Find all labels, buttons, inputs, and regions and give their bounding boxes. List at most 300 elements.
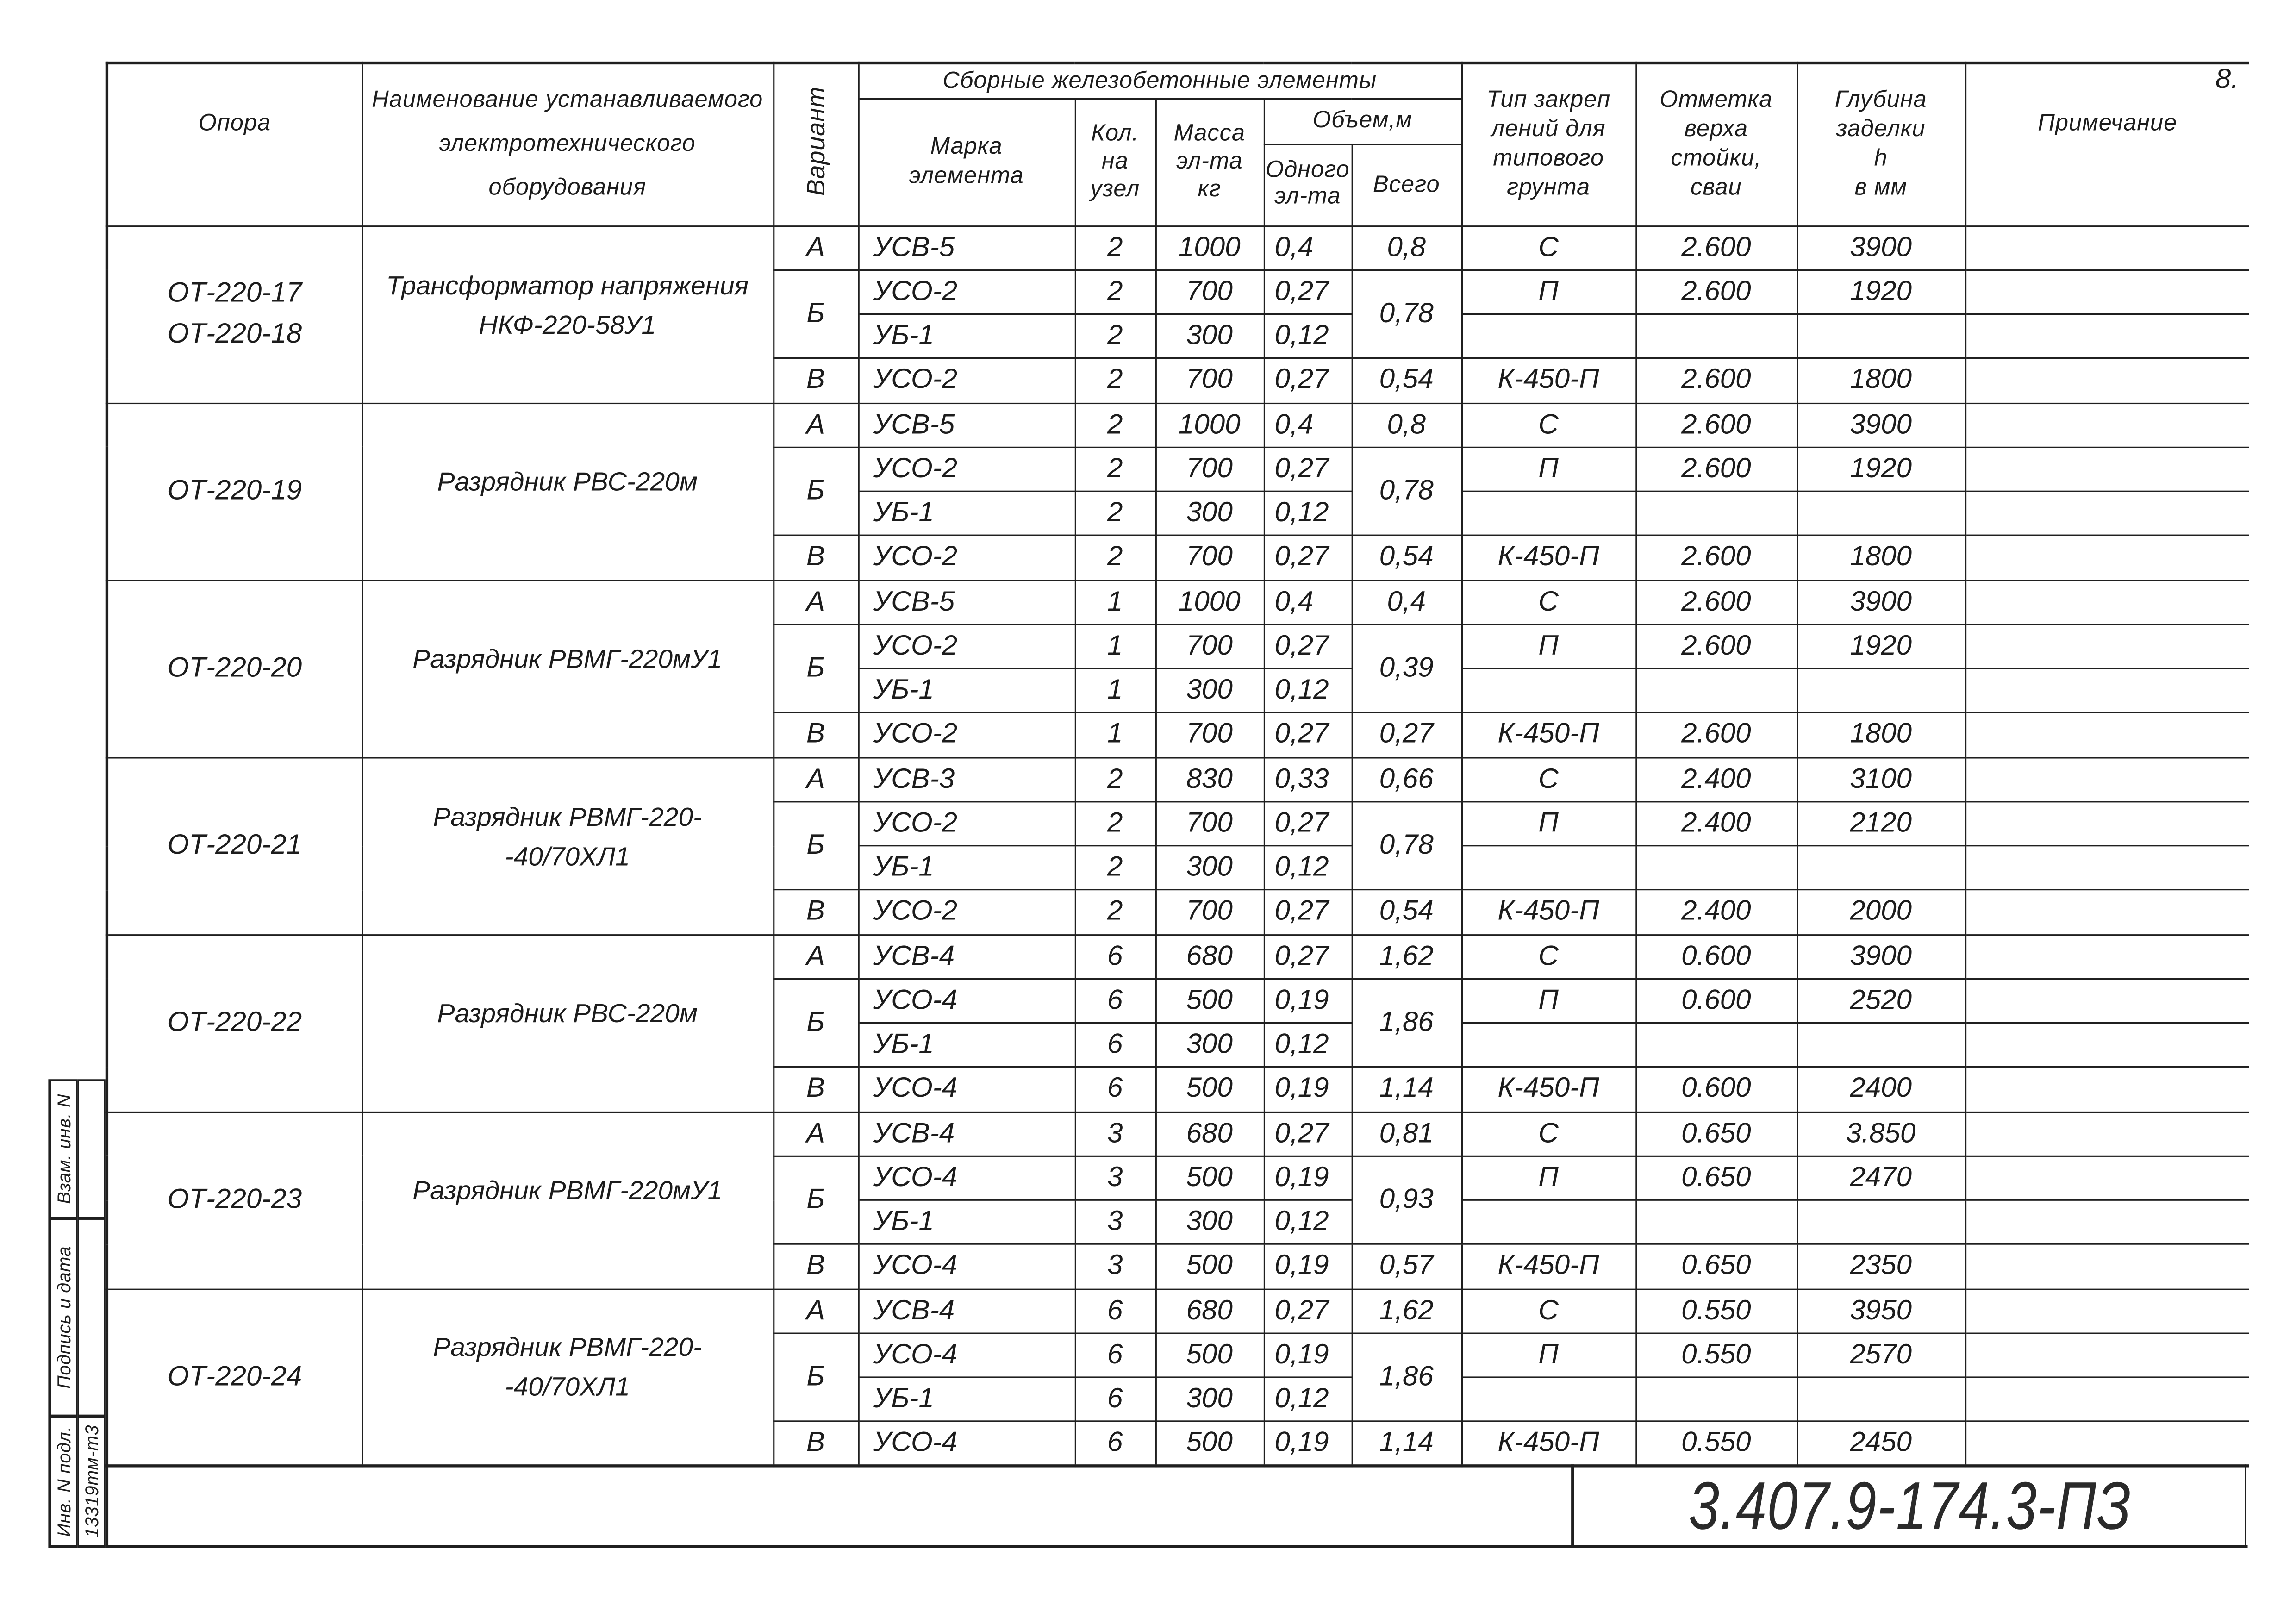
note-cell bbox=[1965, 890, 2249, 934]
fixing-type-cell: П bbox=[1461, 1333, 1635, 1377]
top-mark-cell bbox=[1635, 314, 1797, 359]
table-row bbox=[107, 1112, 2249, 1156]
top-mark-cell: 0.600 bbox=[1635, 979, 1797, 1023]
depth-cell: 1800 bbox=[1797, 536, 1965, 580]
fixing-type-cell bbox=[1461, 1200, 1635, 1244]
element-mark-cell: УСО-2 bbox=[858, 358, 1075, 403]
element-mark-cell: УСО-4 bbox=[858, 1333, 1075, 1377]
mass-cell: 1000 bbox=[1155, 403, 1264, 447]
header-fixing-line: типового bbox=[1493, 146, 1604, 171]
top-mark-cell: 0.550 bbox=[1635, 1289, 1797, 1333]
mass-cell: 680 bbox=[1155, 1289, 1264, 1333]
element-mark-cell: УСО-4 bbox=[858, 1156, 1075, 1200]
depth-cell: 3900 bbox=[1797, 934, 1965, 979]
volume-one-cell: 0,12 bbox=[1264, 491, 1352, 536]
quantity-cell: 3 bbox=[1075, 1244, 1155, 1289]
mass-cell: 1000 bbox=[1155, 225, 1264, 270]
support-label: ОТ-220-24 bbox=[167, 1361, 302, 1393]
fixing-type-cell: К-450-П bbox=[1461, 536, 1635, 580]
variant-cell: А bbox=[773, 1289, 858, 1333]
equipment-label: Разрядник РВС-220м bbox=[437, 467, 698, 497]
element-mark-cell: УБ-1 bbox=[858, 846, 1075, 890]
depth-cell: 3950 bbox=[1797, 1289, 1965, 1333]
variant-cell: В bbox=[773, 713, 858, 757]
fixing-type-cell: С bbox=[1461, 1112, 1635, 1156]
header-volume-label: Объем,м bbox=[1312, 108, 1413, 133]
quantity-cell: 6 bbox=[1075, 934, 1155, 979]
volume-one-cell: 0,19 bbox=[1264, 979, 1352, 1023]
note-cell bbox=[1965, 403, 2249, 447]
equipment-label: Разрядник РВС-220м bbox=[437, 999, 698, 1028]
header-equipment-line: Наименование устанавливаемого bbox=[372, 87, 763, 112]
top-mark-cell: 0.550 bbox=[1635, 1333, 1797, 1377]
mass-cell: 680 bbox=[1155, 1112, 1264, 1156]
note-cell bbox=[1965, 1377, 2249, 1422]
equipment-label: Разрядник РВМГ-220- bbox=[433, 1333, 702, 1362]
volume-total-cell: 0,8 bbox=[1352, 225, 1461, 270]
variant-cell: В bbox=[773, 1422, 858, 1466]
volume-one-cell: 0,12 bbox=[1264, 1200, 1352, 1244]
depth-cell: 3.850 bbox=[1797, 1112, 1965, 1156]
top-mark-cell: 0.550 bbox=[1635, 1422, 1797, 1466]
stamp-inv-orig-value: 13319тм-т3 bbox=[81, 1424, 102, 1538]
element-mark-cell: УБ-1 bbox=[858, 491, 1075, 536]
depth-cell: 1800 bbox=[1797, 713, 1965, 757]
header-row bbox=[107, 63, 2249, 98]
depth-cell: 1800 bbox=[1797, 358, 1965, 403]
top-mark-cell: 0.600 bbox=[1635, 934, 1797, 979]
depth-cell: 1920 bbox=[1797, 624, 1965, 668]
header-fixing-type bbox=[1461, 63, 1635, 225]
volume-one-cell: 0,12 bbox=[1264, 668, 1352, 713]
header-mark-line: элемента bbox=[909, 163, 1024, 188]
element-mark-cell: УСО-2 bbox=[858, 624, 1075, 668]
fixing-type-cell: П bbox=[1461, 979, 1635, 1023]
note-cell bbox=[1965, 801, 2249, 846]
variant-cell: В bbox=[773, 1067, 858, 1112]
volume-one-cell: 0,19 bbox=[1264, 1422, 1352, 1466]
fixing-type-cell bbox=[1461, 1023, 1635, 1067]
fixing-type-cell bbox=[1461, 1377, 1635, 1422]
header-equipment bbox=[362, 63, 773, 225]
mass-cell: 700 bbox=[1155, 270, 1264, 314]
precast-elements-table bbox=[106, 62, 2249, 1468]
top-mark-cell: 2.400 bbox=[1635, 890, 1797, 934]
fixing-type-cell bbox=[1461, 668, 1635, 713]
header-fixing-line: лений для bbox=[1491, 117, 1606, 142]
fixing-type-cell: П bbox=[1461, 801, 1635, 846]
volume-one-cell: 0,27 bbox=[1264, 624, 1352, 668]
element-mark-cell: УСО-2 bbox=[858, 270, 1075, 314]
mass-cell: 500 bbox=[1155, 1422, 1264, 1466]
equipment-label: Разрядник РВМГ-220мУ1 bbox=[412, 1176, 723, 1206]
note-cell bbox=[1965, 314, 2249, 359]
top-mark-cell: 2.600 bbox=[1635, 580, 1797, 625]
fixing-type-cell bbox=[1461, 491, 1635, 536]
support-cell bbox=[107, 225, 362, 403]
variant-cell: А bbox=[773, 1112, 858, 1156]
element-mark-cell: УБ-1 bbox=[858, 1200, 1075, 1244]
fixing-type-cell: С bbox=[1461, 225, 1635, 270]
variant-cell: Б bbox=[773, 801, 858, 890]
note-cell bbox=[1965, 225, 2249, 270]
element-mark-cell: УСО-2 bbox=[858, 713, 1075, 757]
element-mark-cell: УСО-4 bbox=[858, 979, 1075, 1023]
support-cell bbox=[107, 1289, 362, 1466]
quantity-cell: 1 bbox=[1075, 713, 1155, 757]
volume-one-cell: 0,27 bbox=[1264, 713, 1352, 757]
top-mark-cell: 2.400 bbox=[1635, 801, 1797, 846]
depth-cell: 3900 bbox=[1797, 403, 1965, 447]
quantity-cell: 2 bbox=[1075, 447, 1155, 492]
volume-total-cell: 0,54 bbox=[1352, 358, 1461, 403]
variant-cell: В bbox=[773, 358, 858, 403]
note-cell bbox=[1965, 580, 2249, 625]
table-row bbox=[107, 225, 2249, 270]
quantity-cell: 2 bbox=[1075, 890, 1155, 934]
element-mark-cell: УБ-1 bbox=[858, 668, 1075, 713]
volume-one-cell: 0,19 bbox=[1264, 1067, 1352, 1112]
volume-total-cell: 1,62 bbox=[1352, 934, 1461, 979]
mass-cell: 700 bbox=[1155, 624, 1264, 668]
equipment-cell bbox=[362, 403, 773, 580]
volume-one-cell: 0,27 bbox=[1264, 358, 1352, 403]
header-volume-one bbox=[1264, 144, 1352, 225]
variant-cell: В bbox=[773, 536, 858, 580]
element-mark-cell: УСВ-3 bbox=[858, 757, 1075, 801]
note-cell bbox=[1965, 491, 2249, 536]
header-mass-line: эл-та bbox=[1176, 149, 1243, 175]
fixing-type-cell: П bbox=[1461, 270, 1635, 314]
volume-one-cell: 0,4 bbox=[1264, 225, 1352, 270]
element-mark-cell: УСО-4 bbox=[858, 1067, 1075, 1112]
stamp-sign-date-cell bbox=[48, 1218, 77, 1416]
variant-cell: Б bbox=[773, 1156, 858, 1244]
depth-cell: 2000 bbox=[1797, 890, 1965, 934]
volume-one-cell: 0,27 bbox=[1264, 1289, 1352, 1333]
volume-total-cell: 1,14 bbox=[1352, 1422, 1461, 1466]
mass-cell: 300 bbox=[1155, 1377, 1264, 1422]
mass-cell: 300 bbox=[1155, 668, 1264, 713]
header-depth-line: заделки bbox=[1836, 117, 1926, 142]
mass-cell: 500 bbox=[1155, 1067, 1264, 1112]
equipment-cell bbox=[362, 225, 773, 403]
fixing-type-cell: К-450-П bbox=[1461, 1067, 1635, 1112]
mass-cell: 700 bbox=[1155, 713, 1264, 757]
element-mark-cell: УСВ-4 bbox=[858, 934, 1075, 979]
fixing-type-cell: С bbox=[1461, 403, 1635, 447]
stamp-replace-inv-value bbox=[78, 1079, 106, 1218]
depth-cell bbox=[1797, 314, 1965, 359]
header-note bbox=[1965, 63, 2249, 225]
note-cell bbox=[1965, 358, 2249, 403]
note-cell bbox=[1965, 1333, 2249, 1377]
volume-one-cell: 0,33 bbox=[1264, 757, 1352, 801]
volume-total-cell: 0,78 bbox=[1352, 801, 1461, 890]
variant-cell: Б bbox=[773, 447, 858, 536]
equipment-label: Трансформатор напряжения bbox=[386, 270, 749, 300]
equipment-cell bbox=[362, 1112, 773, 1289]
header-volume-one-line: эл-та bbox=[1274, 184, 1341, 210]
volume-one-cell: 0,27 bbox=[1264, 270, 1352, 314]
page-number: 8. bbox=[2215, 64, 2239, 95]
fixing-type-cell bbox=[1461, 846, 1635, 890]
mass-cell: 700 bbox=[1155, 890, 1264, 934]
fixing-type-cell: П bbox=[1461, 447, 1635, 492]
mass-cell: 300 bbox=[1155, 846, 1264, 890]
volume-one-cell: 0,19 bbox=[1264, 1156, 1352, 1200]
header-qty-line: Кол. bbox=[1091, 121, 1139, 147]
quantity-cell: 6 bbox=[1075, 979, 1155, 1023]
depth-cell: 1920 bbox=[1797, 447, 1965, 492]
quantity-cell: 6 bbox=[1075, 1289, 1155, 1333]
volume-total-cell: 1,86 bbox=[1352, 1333, 1461, 1421]
volume-total-cell: 1,62 bbox=[1352, 1289, 1461, 1333]
note-cell bbox=[1965, 1422, 2249, 1466]
element-mark-cell: УСВ-4 bbox=[858, 1289, 1075, 1333]
note-cell bbox=[1965, 1156, 2249, 1200]
variant-cell: Б bbox=[773, 270, 858, 358]
header-top-mark-line: Отметка bbox=[1660, 87, 1773, 112]
quantity-cell: 1 bbox=[1075, 668, 1155, 713]
mass-cell: 700 bbox=[1155, 536, 1264, 580]
note-cell bbox=[1965, 713, 2249, 757]
volume-total-cell: 0,78 bbox=[1352, 447, 1461, 536]
element-mark-cell: УБ-1 bbox=[858, 314, 1075, 359]
header-mark-line: Марка bbox=[930, 134, 1003, 159]
mass-cell: 500 bbox=[1155, 1244, 1264, 1289]
header-equipment-line: электротехнического bbox=[439, 131, 696, 156]
header-support-label: Опора bbox=[198, 112, 271, 137]
top-mark-cell bbox=[1635, 846, 1797, 890]
quantity-cell: 2 bbox=[1075, 358, 1155, 403]
element-mark-cell: УСО-2 bbox=[858, 447, 1075, 492]
support-label: ОТ-220-19 bbox=[167, 476, 302, 507]
mass-cell: 700 bbox=[1155, 447, 1264, 492]
quantity-cell: 1 bbox=[1075, 624, 1155, 668]
note-cell bbox=[1965, 447, 2249, 492]
element-mark-cell: УСО-4 bbox=[858, 1244, 1075, 1289]
top-mark-cell bbox=[1635, 1200, 1797, 1244]
quantity-cell: 2 bbox=[1075, 757, 1155, 801]
header-note-label: Примечание bbox=[2038, 112, 2177, 137]
mass-cell: 500 bbox=[1155, 1333, 1264, 1377]
note-cell bbox=[1965, 1023, 2249, 1067]
volume-one-cell: 0,12 bbox=[1264, 846, 1352, 890]
top-mark-cell bbox=[1635, 1377, 1797, 1422]
quantity-cell: 3 bbox=[1075, 1156, 1155, 1200]
quantity-cell: 6 bbox=[1075, 1023, 1155, 1067]
note-cell bbox=[1965, 536, 2249, 580]
fixing-type-cell: К-450-П bbox=[1461, 1244, 1635, 1289]
variant-cell: А bbox=[773, 403, 858, 447]
depth-cell bbox=[1797, 1023, 1965, 1067]
header-top-mark-line: верха bbox=[1684, 117, 1748, 142]
top-mark-cell: 2.600 bbox=[1635, 270, 1797, 314]
depth-cell bbox=[1797, 668, 1965, 713]
fixing-type-cell: К-450-П bbox=[1461, 713, 1635, 757]
variant-cell: В bbox=[773, 890, 858, 934]
depth-cell: 2400 bbox=[1797, 1067, 1965, 1112]
element-mark-cell: УСВ-4 bbox=[858, 1112, 1075, 1156]
depth-cell bbox=[1797, 1377, 1965, 1422]
variant-cell: Б bbox=[773, 979, 858, 1067]
table-body bbox=[107, 225, 2249, 1466]
header-quantity bbox=[1075, 98, 1155, 225]
depth-cell: 3100 bbox=[1797, 757, 1965, 801]
equipment-cell bbox=[362, 1289, 773, 1466]
fixing-type-cell: С bbox=[1461, 580, 1635, 625]
volume-total-cell: 1,14 bbox=[1352, 1067, 1461, 1112]
element-mark-cell: УСВ-5 bbox=[858, 580, 1075, 625]
element-mark-cell: УСО-2 bbox=[858, 890, 1075, 934]
top-mark-cell bbox=[1635, 491, 1797, 536]
support-cell bbox=[107, 403, 362, 580]
equipment-cell bbox=[362, 580, 773, 757]
depth-cell: 1920 bbox=[1797, 270, 1965, 314]
equipment-label: -40/70ХЛ1 bbox=[505, 1372, 630, 1402]
support-cell bbox=[107, 580, 362, 757]
top-mark-cell: 2.600 bbox=[1635, 624, 1797, 668]
volume-total-cell: 0,8 bbox=[1352, 403, 1461, 447]
volume-one-cell: 0,19 bbox=[1264, 1333, 1352, 1377]
volume-one-cell: 0,12 bbox=[1264, 1377, 1352, 1422]
document-code: 3.407.9-174.3-ПЗ bbox=[1688, 1466, 2131, 1543]
header-element-mark bbox=[858, 98, 1075, 225]
quantity-cell: 2 bbox=[1075, 225, 1155, 270]
note-cell bbox=[1965, 1244, 2249, 1289]
depth-cell: 3900 bbox=[1797, 225, 1965, 270]
top-mark-cell: 2.600 bbox=[1635, 447, 1797, 492]
fixing-type-cell: П bbox=[1461, 1156, 1635, 1200]
equipment-label: -40/70ХЛ1 bbox=[505, 841, 630, 871]
volume-total-cell: 0,66 bbox=[1352, 757, 1461, 801]
top-mark-cell bbox=[1635, 668, 1797, 713]
header-volume bbox=[1264, 98, 1461, 144]
volume-total-cell: 0,39 bbox=[1352, 624, 1461, 712]
header-fixing-line: Тип закреп bbox=[1486, 87, 1611, 112]
stamp-inv-orig-value-cell bbox=[78, 1416, 106, 1548]
note-cell bbox=[1965, 668, 2249, 713]
stamp-sign-date-label: Подпись и дата bbox=[53, 1246, 74, 1389]
volume-total-cell: 0,4 bbox=[1352, 580, 1461, 625]
fixing-type-cell: К-450-П bbox=[1461, 890, 1635, 934]
table-header bbox=[107, 63, 2249, 225]
table-row bbox=[107, 757, 2249, 801]
header-precast-elements-label: Сборные железобетонные элементы bbox=[942, 68, 1377, 94]
top-mark-cell: 0.650 bbox=[1635, 1244, 1797, 1289]
volume-one-cell: 0,27 bbox=[1264, 890, 1352, 934]
depth-cell: 2450 bbox=[1797, 1422, 1965, 1466]
depth-cell: 2470 bbox=[1797, 1156, 1965, 1200]
volume-total-cell: 0,81 bbox=[1352, 1112, 1461, 1156]
volume-one-cell: 0,19 bbox=[1264, 1244, 1352, 1289]
depth-cell: 3900 bbox=[1797, 580, 1965, 625]
depth-cell: 2350 bbox=[1797, 1244, 1965, 1289]
document-code-cell bbox=[1571, 1464, 2246, 1545]
volume-one-cell: 0,27 bbox=[1264, 447, 1352, 492]
header-equipment-line: оборудования bbox=[488, 175, 647, 200]
mass-cell: 700 bbox=[1155, 358, 1264, 403]
equipment-cell bbox=[362, 757, 773, 934]
volume-one-cell: 0,27 bbox=[1264, 801, 1352, 846]
variant-cell: Б bbox=[773, 624, 858, 712]
mass-cell: 1000 bbox=[1155, 580, 1264, 625]
table-row bbox=[107, 934, 2249, 979]
element-mark-cell: УСВ-5 bbox=[858, 403, 1075, 447]
mass-cell: 680 bbox=[1155, 934, 1264, 979]
note-cell bbox=[1965, 624, 2249, 668]
header-depth-line: в мм bbox=[1854, 175, 1908, 200]
table-row bbox=[107, 580, 2249, 625]
header-qty-line: узел bbox=[1090, 177, 1140, 202]
volume-one-cell: 0,4 bbox=[1264, 580, 1352, 625]
variant-cell: А bbox=[773, 757, 858, 801]
volume-one-cell: 0,27 bbox=[1264, 1112, 1352, 1156]
top-mark-cell: 0.600 bbox=[1635, 1067, 1797, 1112]
variant-cell: А bbox=[773, 225, 858, 270]
mass-cell: 300 bbox=[1155, 1023, 1264, 1067]
volume-one-cell: 0,27 bbox=[1264, 536, 1352, 580]
fixing-type-cell: С bbox=[1461, 934, 1635, 979]
volume-total-cell: 0,78 bbox=[1352, 270, 1461, 358]
volume-one-cell: 0,27 bbox=[1264, 934, 1352, 979]
mass-cell: 500 bbox=[1155, 979, 1264, 1023]
quantity-cell: 2 bbox=[1075, 270, 1155, 314]
quantity-cell: 6 bbox=[1075, 1377, 1155, 1422]
volume-total-cell: 0,57 bbox=[1352, 1244, 1461, 1289]
element-mark-cell: УСО-2 bbox=[858, 536, 1075, 580]
element-mark-cell: УСО-2 bbox=[858, 801, 1075, 846]
top-mark-cell: 2.600 bbox=[1635, 358, 1797, 403]
support-label: ОТ-220-20 bbox=[167, 653, 302, 684]
quantity-cell: 2 bbox=[1075, 846, 1155, 890]
support-label: ОТ-220-21 bbox=[167, 830, 302, 861]
mass-cell: 830 bbox=[1155, 757, 1264, 801]
mass-cell: 700 bbox=[1155, 801, 1264, 846]
element-mark-cell: УСО-4 bbox=[858, 1422, 1075, 1466]
quantity-cell: 3 bbox=[1075, 1200, 1155, 1244]
header-volume-total-label: Всего bbox=[1373, 172, 1440, 197]
volume-one-cell: 0,12 bbox=[1264, 1023, 1352, 1067]
equipment-label: НКФ-220-58У1 bbox=[479, 310, 656, 339]
note-cell bbox=[1965, 846, 2249, 890]
header-embed-depth bbox=[1797, 63, 1965, 225]
header-variant-label: Вариант bbox=[801, 87, 830, 197]
note-cell bbox=[1965, 270, 2249, 314]
equipment-label: Разрядник РВМГ-220- bbox=[433, 801, 702, 831]
header-mass bbox=[1155, 98, 1264, 225]
quantity-cell: 3 bbox=[1075, 1112, 1155, 1156]
top-mark-cell: 2.600 bbox=[1635, 713, 1797, 757]
support-label: ОТ-220-17 bbox=[167, 278, 302, 309]
element-mark-cell: УБ-1 bbox=[858, 1377, 1075, 1422]
quantity-cell: 2 bbox=[1075, 801, 1155, 846]
depth-cell bbox=[1797, 491, 1965, 536]
header-variant bbox=[773, 63, 858, 225]
mass-cell: 300 bbox=[1155, 1200, 1264, 1244]
mass-cell: 500 bbox=[1155, 1156, 1264, 1200]
element-mark-cell: УСВ-5 bbox=[858, 225, 1075, 270]
depth-cell bbox=[1797, 846, 1965, 890]
depth-cell: 2570 bbox=[1797, 1333, 1965, 1377]
depth-cell: 2520 bbox=[1797, 979, 1965, 1023]
support-label: ОТ-220-23 bbox=[167, 1185, 302, 1216]
header-top-mark-line: стойки, bbox=[1671, 146, 1762, 171]
support-cell bbox=[107, 1112, 362, 1289]
note-cell bbox=[1965, 979, 2249, 1023]
quantity-cell: 6 bbox=[1075, 1422, 1155, 1466]
